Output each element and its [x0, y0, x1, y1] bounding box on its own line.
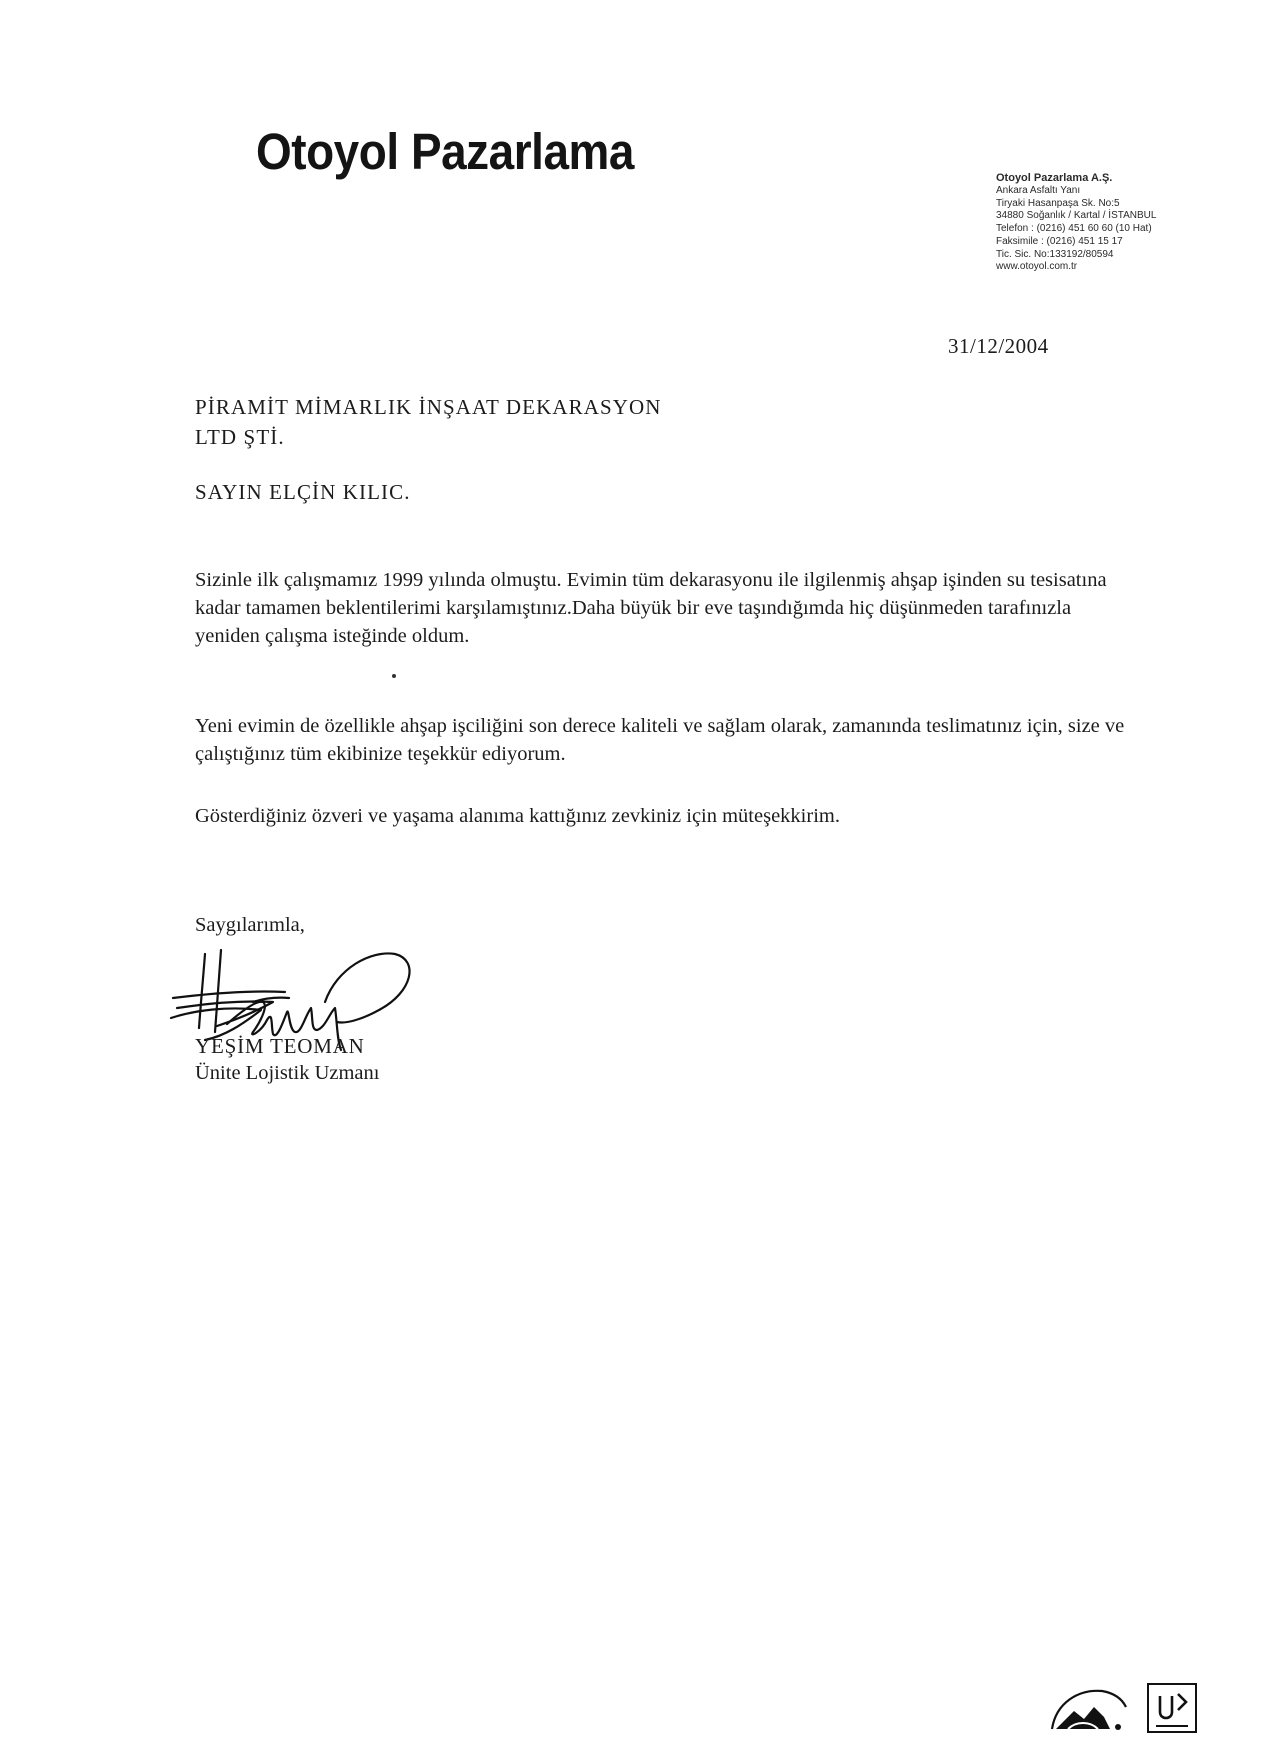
address-line: Tiryaki Hasanpaşa Sk. No:5: [996, 197, 1120, 209]
recipient-name-line2: LTD ŞTİ.: [195, 425, 285, 449]
address-phone: Telefon : (0216) 451 60 60 (10 Hat): [996, 223, 1152, 235]
salutation: SAYIN ELÇİN KILIC.: [195, 480, 411, 504]
signer-title: Ünite Lojistik Uzmanı: [195, 1062, 380, 1084]
certification-logo-icon: [1046, 1683, 1131, 1733]
scan-speck: [392, 674, 396, 678]
recipient-block: [195, 392, 662, 452]
closing-text: Saygılarımla,: [195, 914, 305, 936]
letterhead-address: [996, 171, 1246, 274]
recipient-name-line1: PİRAMİT MİMARLIK İNŞAAT DEKARASYON: [195, 395, 662, 419]
body-paragraph-3: Gösterdiğiniz özveri ve yaşama alanıma kattığınız zevkiniz için müteşekkirim.: [195, 805, 840, 827]
address-fax: Faksimile : (0216) 451 15 17: [996, 235, 1123, 247]
letter-date: 31/12/2004: [948, 334, 1049, 358]
body-paragraph-1: Sizinle ilk çalışmamız 1999 yılında olmuştu. Evimin tüm dekarasyonu ile ilgilenmiş ahşap işinden su tesisatına kadar tamamen beklentilerimi karşılamıştınız.Daha büyük bir eve taşındığımda hiç düşünmeden tarafınızla yeniden çalışma isteğinde oldum.: [195, 569, 1107, 647]
company-title: Otoyol Pazarlama: [256, 123, 634, 180]
address-company-name: Otoyol Pazarlama A.Ş.: [996, 172, 1113, 184]
address-line: Ankara Asfaltı Yanı: [996, 185, 1081, 196]
signer-name: YEŞİM TEOMAN: [195, 1034, 365, 1058]
quality-mark-icon: [1146, 1682, 1198, 1734]
body-paragraph-2: Yeni evimin de özellikle ahşap işciliğini son derece kaliteli ve sağlam olarak, zamanında teslimatınız için, size ve çalıştığınız tüm ekibinize teşekkür ediyorum.: [195, 715, 1125, 765]
address-line: 34880 Soğanlık / Kartal / İSTANBUL: [996, 210, 1157, 222]
address-website: www.otoyol.com.tr: [996, 261, 1078, 273]
address-registry: Tic. Sic. No:133192/80594: [996, 248, 1114, 260]
